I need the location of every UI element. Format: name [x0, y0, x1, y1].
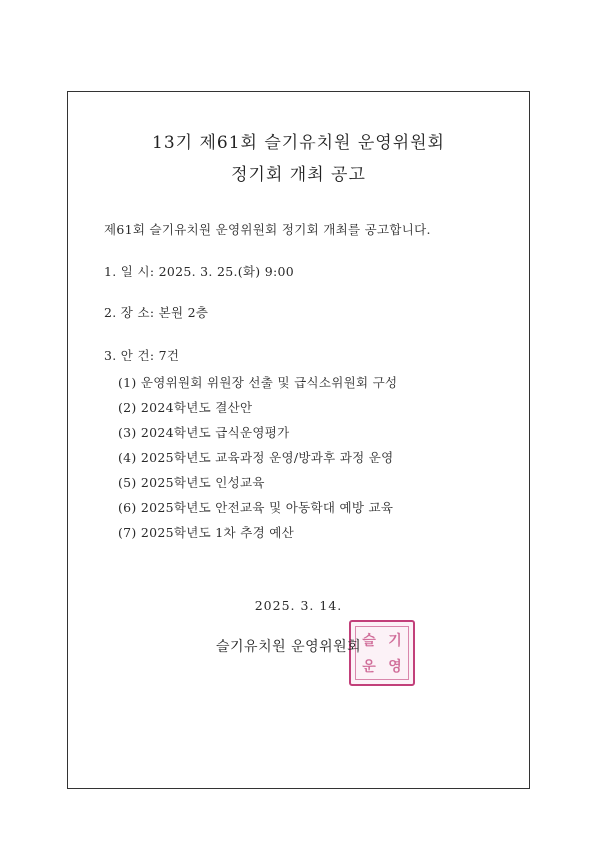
intro-text: 제61회 슬기유치원 운영위원회 정기회 개최를 공고합니다. — [104, 222, 431, 237]
seal-glyph: 기 — [388, 633, 402, 649]
agenda-item: (2) 2024학년도 결산안 — [118, 400, 253, 415]
agenda-item: (1) 운영위원회 위원장 선출 및 급식소위원회 구성 — [118, 375, 398, 390]
seal-inner-border — [355, 626, 409, 680]
item-location: 2. 장 소: 본원 2층 — [104, 305, 209, 320]
seal-glyph: 슬 — [362, 633, 376, 649]
seal-glyph: 운 — [362, 659, 376, 675]
organization-name: 슬기유치원 운영위원회 — [216, 639, 362, 655]
notice-date: 2025. 3. 14. — [254, 598, 343, 613]
agenda-item: (7) 2025학년도 1차 추경 예산 — [118, 525, 294, 540]
item-datetime: 1. 일 시: 2025. 3. 25.(화) 9:00 — [104, 264, 295, 279]
notice-title: 13기 제61회 슬기유치원 운영위원회 — [152, 133, 445, 153]
agenda-item: (3) 2024학년도 급식운영평가 — [118, 425, 290, 440]
agenda-list — [118, 370, 397, 545]
notice-subtitle: 정기회 개최 공고 — [231, 165, 366, 185]
agenda-item: (5) 2025학년도 인성교육 — [118, 475, 265, 490]
agenda-item: (6) 2025학년도 안전교육 및 아동학대 예방 교육 — [118, 500, 394, 515]
item-agenda-count: 3. 안 건: 7건 — [104, 348, 180, 363]
notice-frame — [67, 91, 530, 789]
agenda-item: (4) 2025학년도 교육과정 운영/방과후 과정 운영 — [118, 450, 394, 465]
seal-glyph: 영 — [388, 659, 402, 675]
